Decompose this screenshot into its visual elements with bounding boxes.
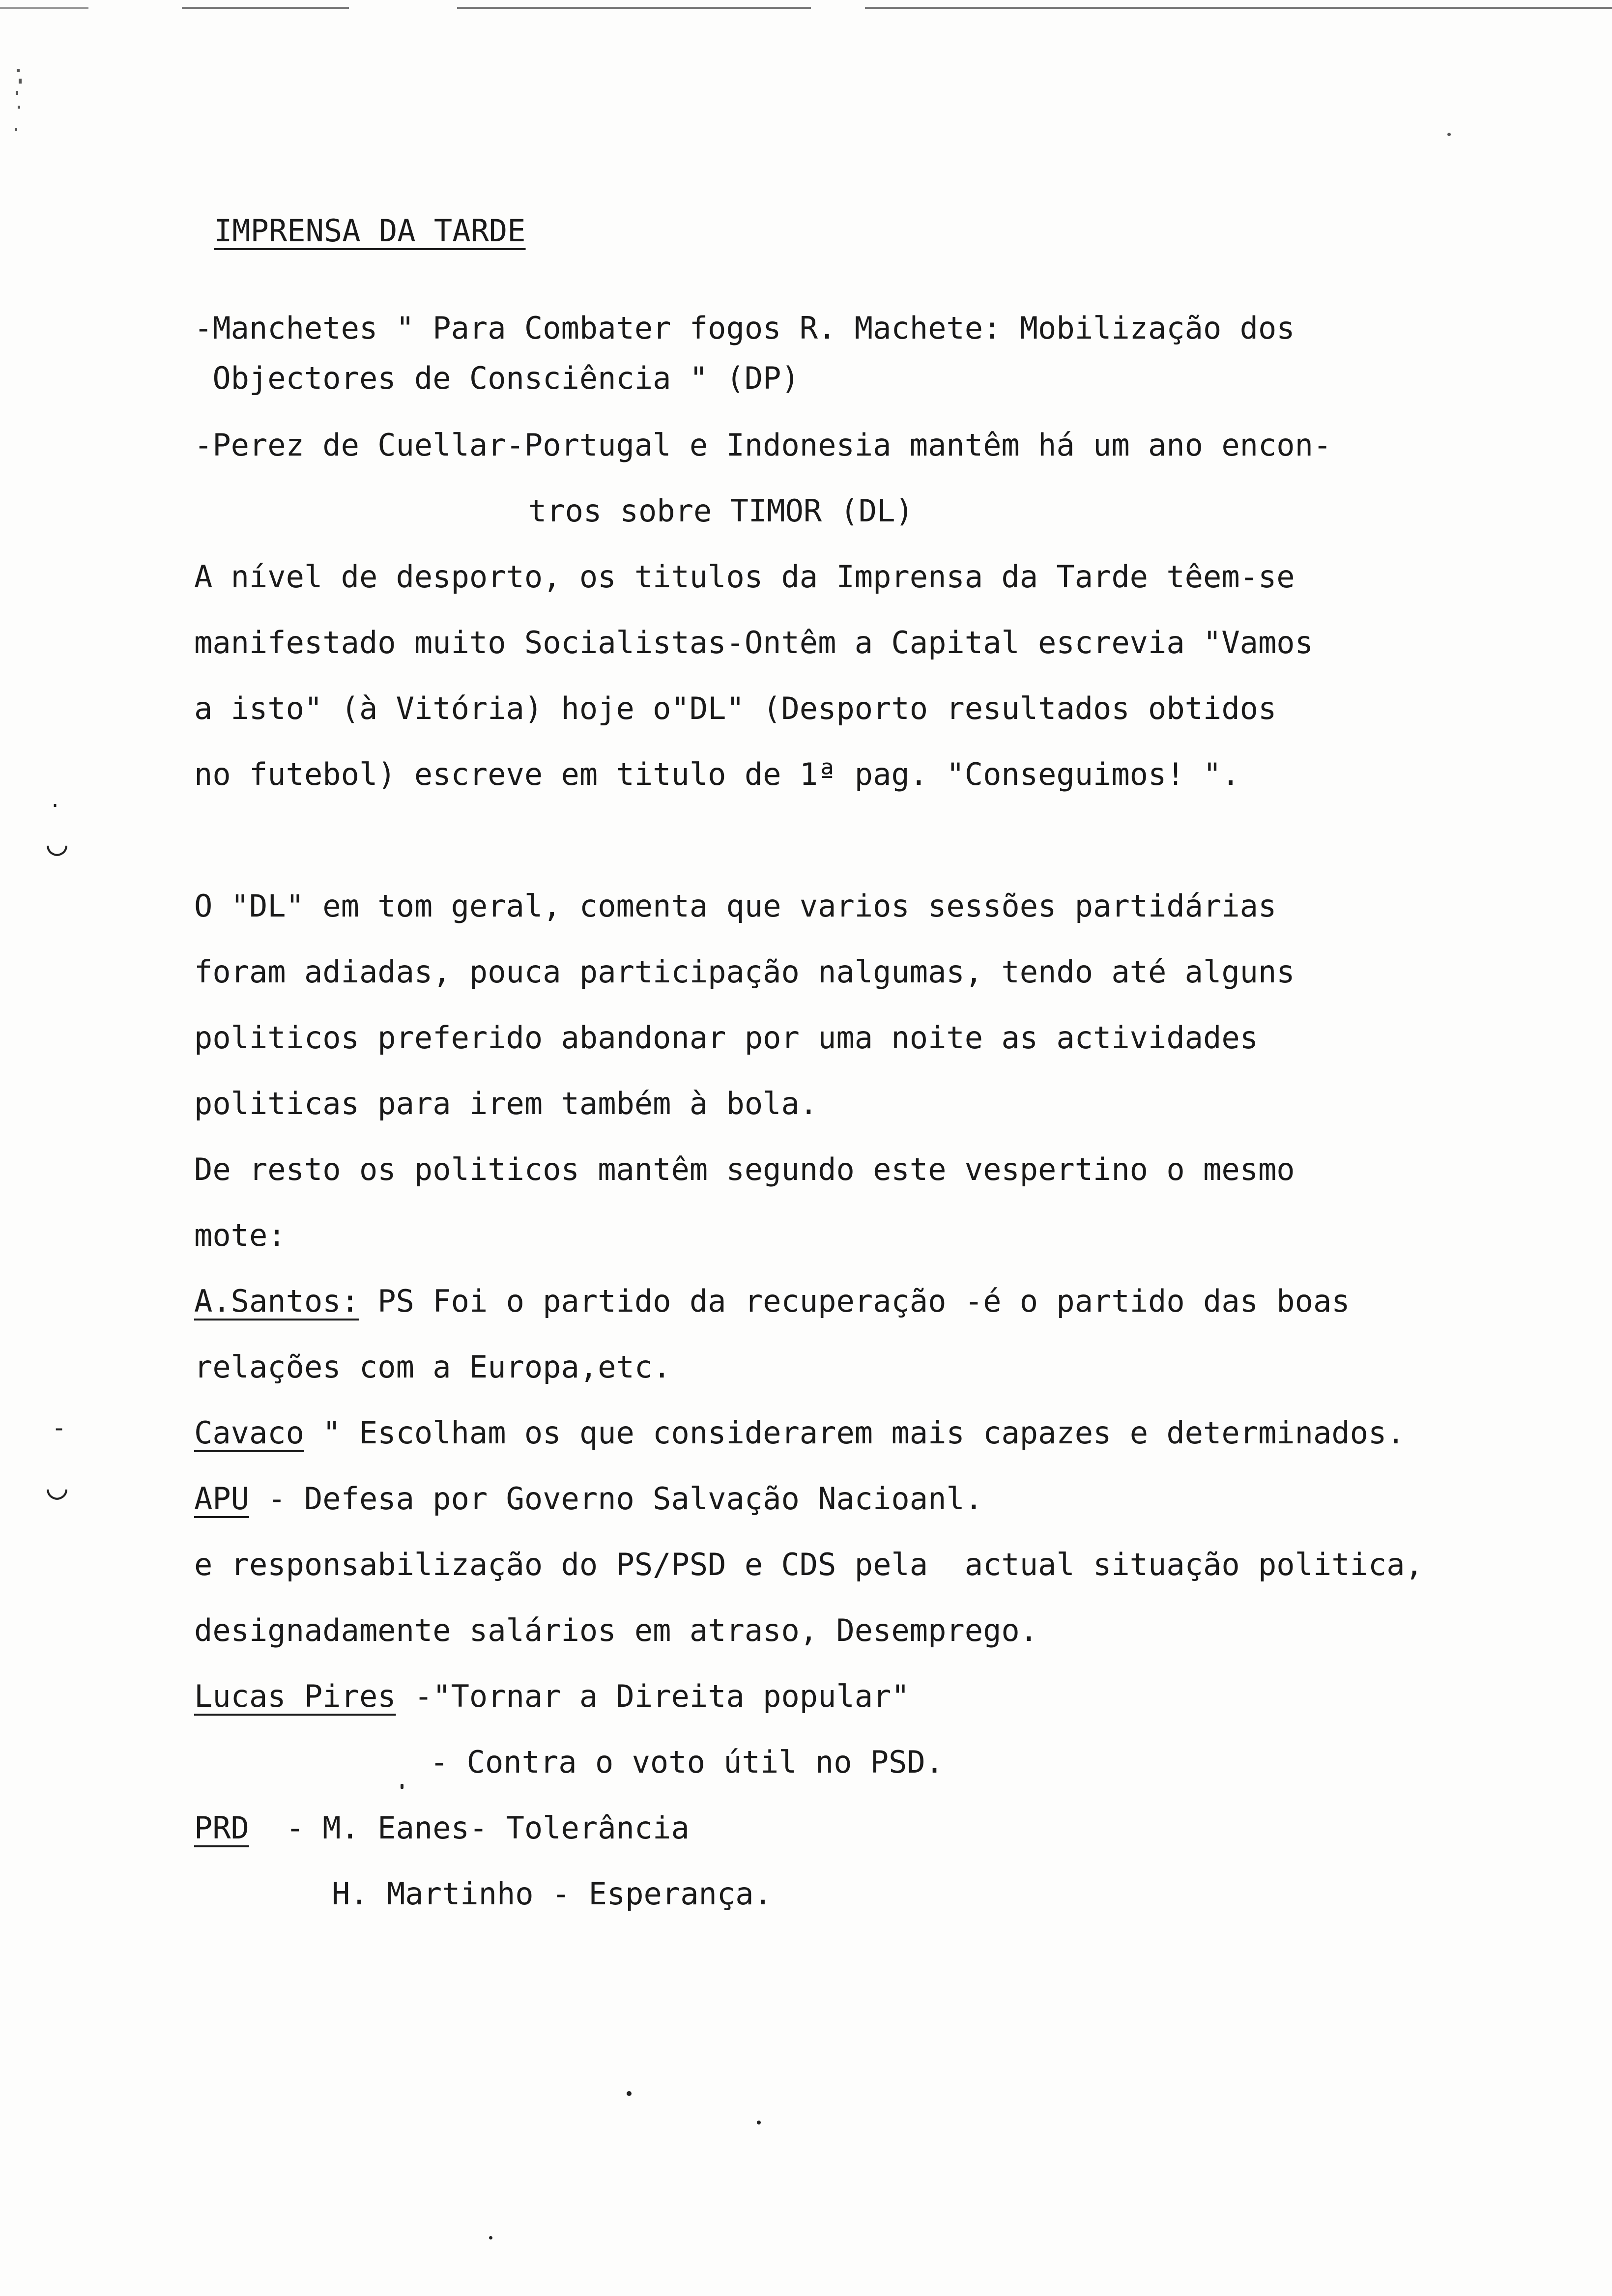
entry-prd [194,1808,690,1848]
entry-apu [194,1479,983,1519]
entry-text: -"Tornar a Direita popular" [396,1678,910,1714]
scan-edge-line [182,7,349,9]
scan-speck [15,128,17,131]
paragraph-dl-line3: politicos preferido abandonar por uma noite as actividades [194,1020,1258,1056]
scan-speck [16,91,18,95]
entry-label: Cavaco [194,1415,304,1451]
scan-speck [17,69,20,72]
entry-label: Lucas Pires [194,1678,396,1714]
paragraph-desporto-line2: manifestado muito Socialistas-Ontêm a Capital escrevia "Vamos [194,625,1313,660]
scan-speck [401,1784,403,1789]
paragraph-dl-line1: O "DL" em tom geral, comenta que varios sessões partidárias [194,888,1277,924]
entry-text: PS Foi o partido da recuperação -é o partido das boas [359,1283,1350,1319]
scan-speck [1447,133,1451,136]
entry-santos-line2: relações com a Europa,etc. [194,1349,671,1385]
entry-label: PRD [194,1810,249,1846]
scan-edge-line [0,7,88,9]
scan-edge-line [457,7,811,9]
entry-apu-line2: e responsabilização do PS/PSD e CDS pela actual situação politica, [194,1547,1423,1582]
paragraph-dl-line4: politicas para irem também à bola. [194,1086,818,1121]
entry-lucas-pires [194,1677,910,1716]
entry-apu-line3: designadamente salários em atraso, Desemprego. [194,1612,1038,1648]
paragraph-resto-line2: mote: [194,1217,286,1253]
entry-text: " Escolham os que considerarem mais capazes e determinados. [304,1415,1405,1451]
entry-cavaco [194,1413,1405,1453]
headline-perez-line1: -Perez de Cuellar-Portugal e Indonesia mantêm há um ano encon- [194,427,1332,463]
entry-santos [194,1282,1350,1321]
scan-speck [627,2091,632,2096]
scan-speck [757,2121,761,2124]
headline-manchetes-line2: Objectores de Consciência " (DP) [194,360,800,396]
paragraph-desporto-line1: A nível de desporto, os titulos da Imprensa da Tarde têem-se [194,559,1295,595]
entry-label: APU [194,1481,249,1517]
margin-bracket-mark: ◡ [47,823,68,863]
margin-bracket-mark: ◡ [47,1466,68,1507]
margin-bracket-mark: · [49,795,61,817]
paragraph-desporto-line4: no futebol) escreve em titulo de 1ª pag. "Conseguimos! ". [194,756,1240,792]
scan-speck [19,79,22,84]
scan-speck [489,2236,492,2239]
page-title: IMPRENSA DA TARDE [214,213,526,249]
paragraph-resto-line1: De resto os politicos mantêm segundo este vespertino o mesmo [194,1151,1295,1187]
entry-text: - M. Eanes- Tolerância [249,1810,690,1846]
margin-bracket-mark: - [52,1413,67,1442]
entry-text: - Defesa por Governo Salvação Nacioanl. [249,1481,983,1517]
scan-speck [18,106,20,109]
paragraph-desporto-line3: a isto" (à Vitória) hoje o"DL" (Desporto resultados obtidos [194,690,1277,726]
paragraph-dl-line2: foram adiadas, pouca participação nalgumas, tendo até alguns [194,954,1295,990]
headline-manchetes-line1: -Manchetes " Para Combater fogos R. Machete: Mobilização dos [194,310,1295,346]
entry-lucas-pires-line2: - Contra o voto útil no PSD. [430,1744,944,1780]
scan-edge-line [865,7,1612,9]
entry-prd-line2: H. Martinho - Esperança. [332,1876,772,1912]
headline-perez-line2: tros sobre TIMOR (DL) [528,493,914,529]
entry-label: A.Santos: [194,1283,359,1319]
